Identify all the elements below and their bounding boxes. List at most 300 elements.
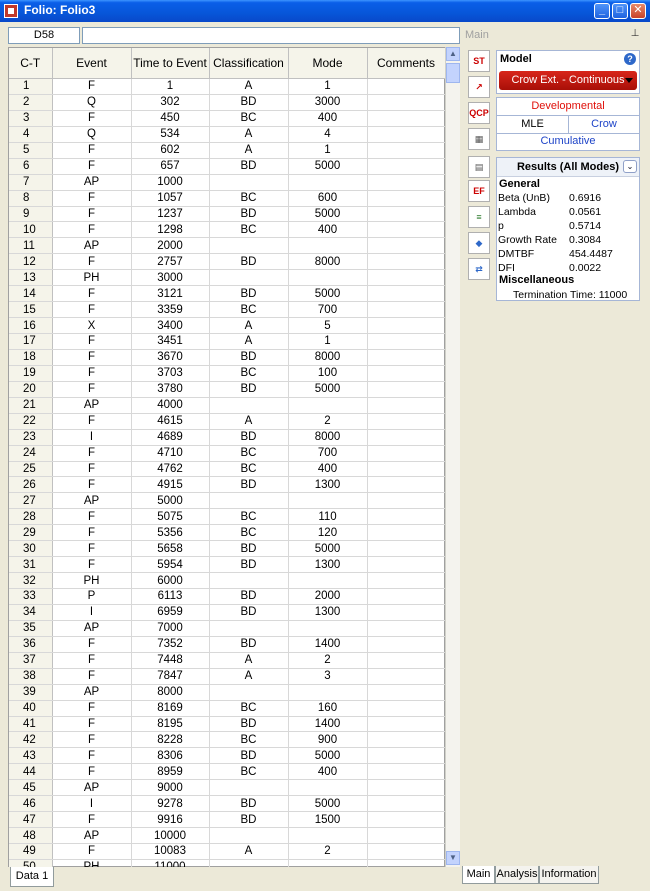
cell-event[interactable]: P xyxy=(52,589,131,605)
option-crow[interactable]: Crow xyxy=(569,116,639,134)
cell-ct[interactable]: 40 xyxy=(9,700,52,716)
cell-ct[interactable]: 8 xyxy=(9,190,52,206)
cell-event[interactable]: F xyxy=(52,302,131,318)
cell-ct[interactable]: 44 xyxy=(9,764,52,780)
cell-comments[interactable] xyxy=(367,79,445,95)
cell-mode[interactable]: 1 xyxy=(288,142,367,158)
cell-mode[interactable]: 700 xyxy=(288,302,367,318)
cell-mode[interactable]: 5000 xyxy=(288,158,367,174)
cell-mode[interactable]: 5000 xyxy=(288,541,367,557)
cell-time-to-event[interactable]: 4710 xyxy=(131,445,209,461)
cell-comments[interactable] xyxy=(367,126,445,142)
cell-comments[interactable] xyxy=(367,509,445,525)
model-dropdown[interactable] xyxy=(499,71,637,90)
cell-time-to-event[interactable]: 534 xyxy=(131,126,209,142)
cell-comments[interactable] xyxy=(367,397,445,413)
cell-time-to-event[interactable]: 9916 xyxy=(131,812,209,828)
cell-event[interactable]: Q xyxy=(52,126,131,142)
cell-classification[interactable]: BC xyxy=(209,700,288,716)
cell-ct[interactable]: 45 xyxy=(9,780,52,796)
cell-classification[interactable]: BD xyxy=(209,716,288,732)
cell-time-to-event[interactable]: 9278 xyxy=(131,796,209,812)
cell-mode[interactable]: 100 xyxy=(288,365,367,381)
cell-time-to-event[interactable]: 5356 xyxy=(131,525,209,541)
cell-comments[interactable] xyxy=(367,413,445,429)
sheet-tab-data-1[interactable]: Data 1 xyxy=(10,867,54,887)
cell-mode[interactable]: 5000 xyxy=(288,796,367,812)
cell-event[interactable]: F xyxy=(52,748,131,764)
cell-mode[interactable] xyxy=(288,573,367,589)
tab-main[interactable]: Main xyxy=(462,866,495,884)
cell-time-to-event[interactable]: 3000 xyxy=(131,270,209,286)
cell-event[interactable]: AP xyxy=(52,238,131,254)
cell-time-to-event[interactable]: 3703 xyxy=(131,365,209,381)
cell-event[interactable]: AP xyxy=(52,620,131,636)
cell-comments[interactable] xyxy=(367,206,445,222)
cell-comments[interactable] xyxy=(367,429,445,445)
cell-event[interactable]: AP xyxy=(52,780,131,796)
cell-classification[interactable] xyxy=(209,573,288,589)
cell-mode[interactable] xyxy=(288,174,367,190)
cell-time-to-event[interactable]: 7000 xyxy=(131,620,209,636)
cell-ct[interactable]: 1 xyxy=(9,79,52,95)
cell-ct[interactable]: 37 xyxy=(9,652,52,668)
cell-event[interactable]: AP xyxy=(52,174,131,190)
cell-comments[interactable] xyxy=(367,318,445,334)
cell-comments[interactable] xyxy=(367,604,445,620)
cell-event[interactable]: F xyxy=(52,445,131,461)
cell-classification[interactable]: BC xyxy=(209,190,288,206)
cell-time-to-event[interactable]: 1057 xyxy=(131,190,209,206)
cell-comments[interactable] xyxy=(367,844,445,860)
cell-ct[interactable]: 32 xyxy=(9,573,52,589)
cell-time-to-event[interactable]: 450 xyxy=(131,110,209,126)
cell-event[interactable]: F xyxy=(52,158,131,174)
cell-mode[interactable]: 1 xyxy=(288,334,367,350)
calculator-icon[interactable]: ▦ xyxy=(468,128,490,150)
cell-event[interactable]: F xyxy=(52,222,131,238)
cell-time-to-event[interactable]: 7352 xyxy=(131,636,209,652)
cell-event[interactable]: F xyxy=(52,716,131,732)
cell-classification[interactable]: BD xyxy=(209,286,288,302)
cell-mode[interactable]: 2000 xyxy=(288,589,367,605)
cell-classification[interactable]: BC xyxy=(209,302,288,318)
cell-classification[interactable]: BD xyxy=(209,254,288,270)
cell-comments[interactable] xyxy=(367,349,445,365)
cell-reference-box[interactable]: D58 xyxy=(8,27,80,44)
cell-ct[interactable]: 19 xyxy=(9,365,52,381)
cell-event[interactable]: F xyxy=(52,652,131,668)
cell-comments[interactable] xyxy=(367,445,445,461)
cell-event[interactable]: F xyxy=(52,541,131,557)
cell-ct[interactable]: 36 xyxy=(9,636,52,652)
cell-ct[interactable]: 3 xyxy=(9,110,52,126)
cell-ct[interactable]: 29 xyxy=(9,525,52,541)
cell-ct[interactable]: 43 xyxy=(9,748,52,764)
cell-time-to-event[interactable]: 4915 xyxy=(131,477,209,493)
option-mle[interactable]: MLE xyxy=(497,116,569,134)
cell-time-to-event[interactable]: 1000 xyxy=(131,174,209,190)
cell-classification[interactable]: A xyxy=(209,668,288,684)
cell-comments[interactable] xyxy=(367,110,445,126)
cell-classification[interactable] xyxy=(209,397,288,413)
cell-mode[interactable]: 400 xyxy=(288,461,367,477)
cell-event[interactable]: F xyxy=(52,206,131,222)
cell-ct[interactable]: 15 xyxy=(9,302,52,318)
cell-comments[interactable] xyxy=(367,222,445,238)
cell-mode[interactable]: 1300 xyxy=(288,604,367,620)
cell-time-to-event[interactable]: 1298 xyxy=(131,222,209,238)
cell-comments[interactable] xyxy=(367,477,445,493)
cell-mode[interactable]: 1500 xyxy=(288,812,367,828)
cell-event[interactable]: AP xyxy=(52,684,131,700)
cell-classification[interactable]: BD xyxy=(209,94,288,110)
cell-mode[interactable]: 3000 xyxy=(288,94,367,110)
cell-comments[interactable] xyxy=(367,668,445,684)
cell-classification[interactable]: A xyxy=(209,79,288,95)
cell-mode[interactable]: 5 xyxy=(288,318,367,334)
cell-time-to-event[interactable]: 6000 xyxy=(131,573,209,589)
cell-comments[interactable] xyxy=(367,142,445,158)
cell-event[interactable]: F xyxy=(52,668,131,684)
cell-comments[interactable] xyxy=(367,620,445,636)
cell-classification[interactable] xyxy=(209,828,288,844)
cell-event[interactable]: F xyxy=(52,557,131,573)
cell-comments[interactable] xyxy=(367,174,445,190)
cell-comments[interactable] xyxy=(367,238,445,254)
cell-time-to-event[interactable]: 602 xyxy=(131,142,209,158)
cell-classification[interactable]: BD xyxy=(209,604,288,620)
cell-mode[interactable]: 1400 xyxy=(288,716,367,732)
cell-time-to-event[interactable]: 8306 xyxy=(131,748,209,764)
cell-classification[interactable]: BC xyxy=(209,764,288,780)
cell-comments[interactable] xyxy=(367,652,445,668)
cell-comments[interactable] xyxy=(367,254,445,270)
cell-mode[interactable]: 2 xyxy=(288,652,367,668)
cell-ct[interactable]: 42 xyxy=(9,732,52,748)
cell-classification[interactable] xyxy=(209,493,288,509)
cell-classification[interactable]: BD xyxy=(209,812,288,828)
cell-time-to-event[interactable]: 8000 xyxy=(131,684,209,700)
cell-classification[interactable]: BD xyxy=(209,748,288,764)
cell-comments[interactable] xyxy=(367,381,445,397)
cell-event[interactable]: I xyxy=(52,604,131,620)
cell-ct[interactable]: 2 xyxy=(9,94,52,110)
cell-classification[interactable] xyxy=(209,174,288,190)
cell-event[interactable]: PH xyxy=(52,573,131,589)
cell-mode[interactable] xyxy=(288,828,367,844)
cell-ct[interactable]: 21 xyxy=(9,397,52,413)
cell-classification[interactable]: A xyxy=(209,142,288,158)
cell-classification[interactable]: BD xyxy=(209,557,288,573)
cell-classification[interactable]: A xyxy=(209,318,288,334)
cell-mode[interactable]: 400 xyxy=(288,222,367,238)
cell-mode[interactable]: 160 xyxy=(288,700,367,716)
cell-ct[interactable]: 14 xyxy=(9,286,52,302)
cell-ct[interactable]: 16 xyxy=(9,318,52,334)
cell-mode[interactable]: 1 xyxy=(288,79,367,95)
cell-time-to-event[interactable]: 2757 xyxy=(131,254,209,270)
cell-event[interactable]: F xyxy=(52,413,131,429)
cell-comments[interactable] xyxy=(367,158,445,174)
cell-ct[interactable]: 9 xyxy=(9,206,52,222)
cell-event[interactable]: F xyxy=(52,764,131,780)
cell-ct[interactable]: 34 xyxy=(9,604,52,620)
cell-ct[interactable]: 46 xyxy=(9,796,52,812)
cell-time-to-event[interactable]: 8228 xyxy=(131,732,209,748)
cell-mode[interactable] xyxy=(288,238,367,254)
cell-comments[interactable] xyxy=(367,716,445,732)
cell-time-to-event[interactable]: 1 xyxy=(131,79,209,95)
cell-classification[interactable]: BC xyxy=(209,222,288,238)
cell-mode[interactable]: 1300 xyxy=(288,477,367,493)
cell-mode[interactable]: 2 xyxy=(288,413,367,429)
cell-ct[interactable]: 13 xyxy=(9,270,52,286)
cell-time-to-event[interactable]: 10083 xyxy=(131,844,209,860)
cell-mode[interactable]: 8000 xyxy=(288,254,367,270)
cell-ct[interactable]: 22 xyxy=(9,413,52,429)
cell-event[interactable]: F xyxy=(52,700,131,716)
cell-mode[interactable]: 600 xyxy=(288,190,367,206)
cell-time-to-event[interactable]: 8169 xyxy=(131,700,209,716)
cell-classification[interactable]: BC xyxy=(209,525,288,541)
cell-ct[interactable]: 7 xyxy=(9,174,52,190)
cell-time-to-event[interactable]: 4615 xyxy=(131,413,209,429)
cell-ct[interactable]: 30 xyxy=(9,541,52,557)
help-icon[interactable]: ? xyxy=(624,53,636,65)
cell-time-to-event[interactable]: 5000 xyxy=(131,493,209,509)
cell-comments[interactable] xyxy=(367,525,445,541)
cell-comments[interactable] xyxy=(367,493,445,509)
cell-mode[interactable]: 8000 xyxy=(288,429,367,445)
cell-ct[interactable]: 6 xyxy=(9,158,52,174)
cell-ct[interactable]: 24 xyxy=(9,445,52,461)
cell-ct[interactable]: 47 xyxy=(9,812,52,828)
cell-classification[interactable]: A xyxy=(209,652,288,668)
cell-time-to-event[interactable]: 3400 xyxy=(131,318,209,334)
cell-event[interactable]: F xyxy=(52,461,131,477)
cell-ct[interactable]: 20 xyxy=(9,381,52,397)
scroll-down-icon[interactable]: ▼ xyxy=(446,851,460,865)
formula-bar[interactable] xyxy=(82,27,460,44)
cell-event[interactable]: F xyxy=(52,254,131,270)
cell-mode[interactable]: 700 xyxy=(288,445,367,461)
cell-classification[interactable]: BD xyxy=(209,429,288,445)
cell-mode[interactable]: 1300 xyxy=(288,557,367,573)
pin-icon[interactable]: ⊥ xyxy=(630,28,640,39)
cell-classification[interactable]: BD xyxy=(209,477,288,493)
cell-ct[interactable]: 38 xyxy=(9,668,52,684)
column-header-ct[interactable]: C-T xyxy=(9,48,52,79)
cell-mode[interactable]: 3 xyxy=(288,668,367,684)
cell-ct[interactable]: 10 xyxy=(9,222,52,238)
cell-mode[interactable] xyxy=(288,397,367,413)
cell-time-to-event[interactable]: 6113 xyxy=(131,589,209,605)
cell-time-to-event[interactable]: 2000 xyxy=(131,238,209,254)
cell-time-to-event[interactable]: 8195 xyxy=(131,716,209,732)
cell-ct[interactable]: 48 xyxy=(9,828,52,844)
cell-mode[interactable]: 400 xyxy=(288,764,367,780)
cell-classification[interactable]: A xyxy=(209,334,288,350)
cell-classification[interactable] xyxy=(209,238,288,254)
column-header-event[interactable]: Event xyxy=(52,48,131,79)
cell-event[interactable]: F xyxy=(52,79,131,95)
cell-comments[interactable] xyxy=(367,764,445,780)
cell-classification[interactable]: A xyxy=(209,126,288,142)
cell-event[interactable]: F xyxy=(52,190,131,206)
cell-time-to-event[interactable]: 8959 xyxy=(131,764,209,780)
cell-classification[interactable]: BC xyxy=(209,445,288,461)
tab-information[interactable]: Information xyxy=(539,866,599,884)
cell-event[interactable]: F xyxy=(52,349,131,365)
cell-classification[interactable]: BC xyxy=(209,509,288,525)
plot-icon[interactable]: ↗ xyxy=(468,76,490,98)
cell-classification[interactable] xyxy=(209,620,288,636)
ef-icon[interactable]: EF xyxy=(468,180,490,202)
option-cumulative[interactable]: Cumulative xyxy=(540,135,596,147)
cell-mode[interactable]: 1400 xyxy=(288,636,367,652)
cell-classification[interactable] xyxy=(209,684,288,700)
cell-mode[interactable] xyxy=(288,620,367,636)
cell-event[interactable]: F xyxy=(52,732,131,748)
cell-ct[interactable]: 33 xyxy=(9,589,52,605)
cell-comments[interactable] xyxy=(367,589,445,605)
cell-comments[interactable] xyxy=(367,461,445,477)
cell-comments[interactable] xyxy=(367,636,445,652)
cell-classification[interactable]: A xyxy=(209,844,288,860)
cell-classification[interactable] xyxy=(209,780,288,796)
list-icon[interactable]: ≡ xyxy=(468,206,490,228)
cell-mode[interactable]: 5000 xyxy=(288,748,367,764)
cell-comments[interactable] xyxy=(367,334,445,350)
cell-comments[interactable] xyxy=(367,700,445,716)
cell-classification[interactable]: BD xyxy=(209,796,288,812)
cell-time-to-event[interactable]: 6959 xyxy=(131,604,209,620)
report-icon[interactable]: ▤ xyxy=(468,156,490,178)
cell-mode[interactable]: 120 xyxy=(288,525,367,541)
tab-analysis[interactable]: Analysis xyxy=(495,866,539,884)
cell-classification[interactable]: BD xyxy=(209,206,288,222)
cell-comments[interactable] xyxy=(367,780,445,796)
cell-comments[interactable] xyxy=(367,190,445,206)
cell-time-to-event[interactable]: 3121 xyxy=(131,286,209,302)
chevron-down-icon[interactable]: ⌄ xyxy=(623,160,637,173)
cell-comments[interactable] xyxy=(367,796,445,812)
cell-ct[interactable]: 27 xyxy=(9,493,52,509)
cell-time-to-event[interactable]: 4000 xyxy=(131,397,209,413)
column-header-comments[interactable]: Comments xyxy=(367,48,445,79)
cell-comments[interactable] xyxy=(367,573,445,589)
cell-time-to-event[interactable]: 3670 xyxy=(131,349,209,365)
cell-comments[interactable] xyxy=(367,302,445,318)
cell-classification[interactable]: BD xyxy=(209,589,288,605)
vertical-scrollbar[interactable] xyxy=(445,47,460,867)
cell-ct[interactable]: 23 xyxy=(9,429,52,445)
cell-time-to-event[interactable]: 302 xyxy=(131,94,209,110)
cell-event[interactable]: AP xyxy=(52,397,131,413)
cell-event[interactable]: Q xyxy=(52,94,131,110)
cell-ct[interactable]: 25 xyxy=(9,461,52,477)
cell-event[interactable]: F xyxy=(52,844,131,860)
cell-comments[interactable] xyxy=(367,541,445,557)
cell-event[interactable]: F xyxy=(52,636,131,652)
cell-event[interactable]: I xyxy=(52,429,131,445)
close-button[interactable]: ✕ xyxy=(630,3,646,19)
cell-classification[interactable]: BD xyxy=(209,349,288,365)
cell-mode[interactable]: 2 xyxy=(288,844,367,860)
cell-ct[interactable]: 17 xyxy=(9,334,52,350)
cell-event[interactable]: AP xyxy=(52,828,131,844)
cell-event[interactable]: X xyxy=(52,318,131,334)
cell-event[interactable]: F xyxy=(52,812,131,828)
cell-classification[interactable]: BC xyxy=(209,110,288,126)
cell-comments[interactable] xyxy=(367,557,445,573)
cell-mode[interactable]: 400 xyxy=(288,110,367,126)
scroll-thumb[interactable] xyxy=(446,63,460,83)
cell-ct[interactable]: 26 xyxy=(9,477,52,493)
cell-time-to-event[interactable]: 5954 xyxy=(131,557,209,573)
cell-time-to-event[interactable]: 3359 xyxy=(131,302,209,318)
cell-time-to-event[interactable]: 4689 xyxy=(131,429,209,445)
cell-time-to-event[interactable]: 10000 xyxy=(131,828,209,844)
cell-time-to-event[interactable]: 657 xyxy=(131,158,209,174)
cell-comments[interactable] xyxy=(367,286,445,302)
cell-comments[interactable] xyxy=(367,812,445,828)
cell-time-to-event[interactable]: 7847 xyxy=(131,668,209,684)
cell-time-to-event[interactable]: 3451 xyxy=(131,334,209,350)
cell-ct[interactable]: 4 xyxy=(9,126,52,142)
cell-event[interactable]: F xyxy=(52,381,131,397)
cell-mode[interactable]: 5000 xyxy=(288,381,367,397)
data-grid[interactable] xyxy=(8,47,445,867)
cell-ct[interactable]: 35 xyxy=(9,620,52,636)
cell-classification[interactable]: BD xyxy=(209,381,288,397)
cell-time-to-event[interactable]: 5075 xyxy=(131,509,209,525)
cell-comments[interactable] xyxy=(367,365,445,381)
cell-ct[interactable]: 41 xyxy=(9,716,52,732)
cell-comments[interactable] xyxy=(367,828,445,844)
cell-time-to-event[interactable]: 5658 xyxy=(131,541,209,557)
cell-ct[interactable]: 49 xyxy=(9,844,52,860)
cell-comments[interactable] xyxy=(367,748,445,764)
cell-ct[interactable]: 11 xyxy=(9,238,52,254)
cell-event[interactable]: F xyxy=(52,509,131,525)
column-header-time-to-event[interactable]: Time to Event xyxy=(131,48,209,79)
cell-ct[interactable]: 5 xyxy=(9,142,52,158)
cell-time-to-event[interactable]: 3780 xyxy=(131,381,209,397)
cell-event[interactable]: I xyxy=(52,796,131,812)
cell-comments[interactable] xyxy=(367,684,445,700)
transfer-icon[interactable]: ⇄ xyxy=(468,258,490,280)
cell-event[interactable]: F xyxy=(52,334,131,350)
cell-ct[interactable]: 12 xyxy=(9,254,52,270)
cell-event[interactable]: F xyxy=(52,365,131,381)
cell-event[interactable]: F xyxy=(52,477,131,493)
cell-event[interactable]: F xyxy=(52,525,131,541)
cell-ct[interactable]: 18 xyxy=(9,349,52,365)
cell-classification[interactable] xyxy=(209,270,288,286)
cell-mode[interactable]: 5000 xyxy=(288,206,367,222)
cell-event[interactable]: F xyxy=(52,286,131,302)
cell-classification[interactable]: BD xyxy=(209,636,288,652)
cell-classification[interactable]: BC xyxy=(209,365,288,381)
cell-time-to-event[interactable]: 4762 xyxy=(131,461,209,477)
cell-event[interactable]: AP xyxy=(52,493,131,509)
cell-time-to-event[interactable]: 7448 xyxy=(131,652,209,668)
cell-mode[interactable] xyxy=(288,493,367,509)
minimize-button[interactable]: _ xyxy=(594,3,610,19)
cell-mode[interactable]: 8000 xyxy=(288,349,367,365)
